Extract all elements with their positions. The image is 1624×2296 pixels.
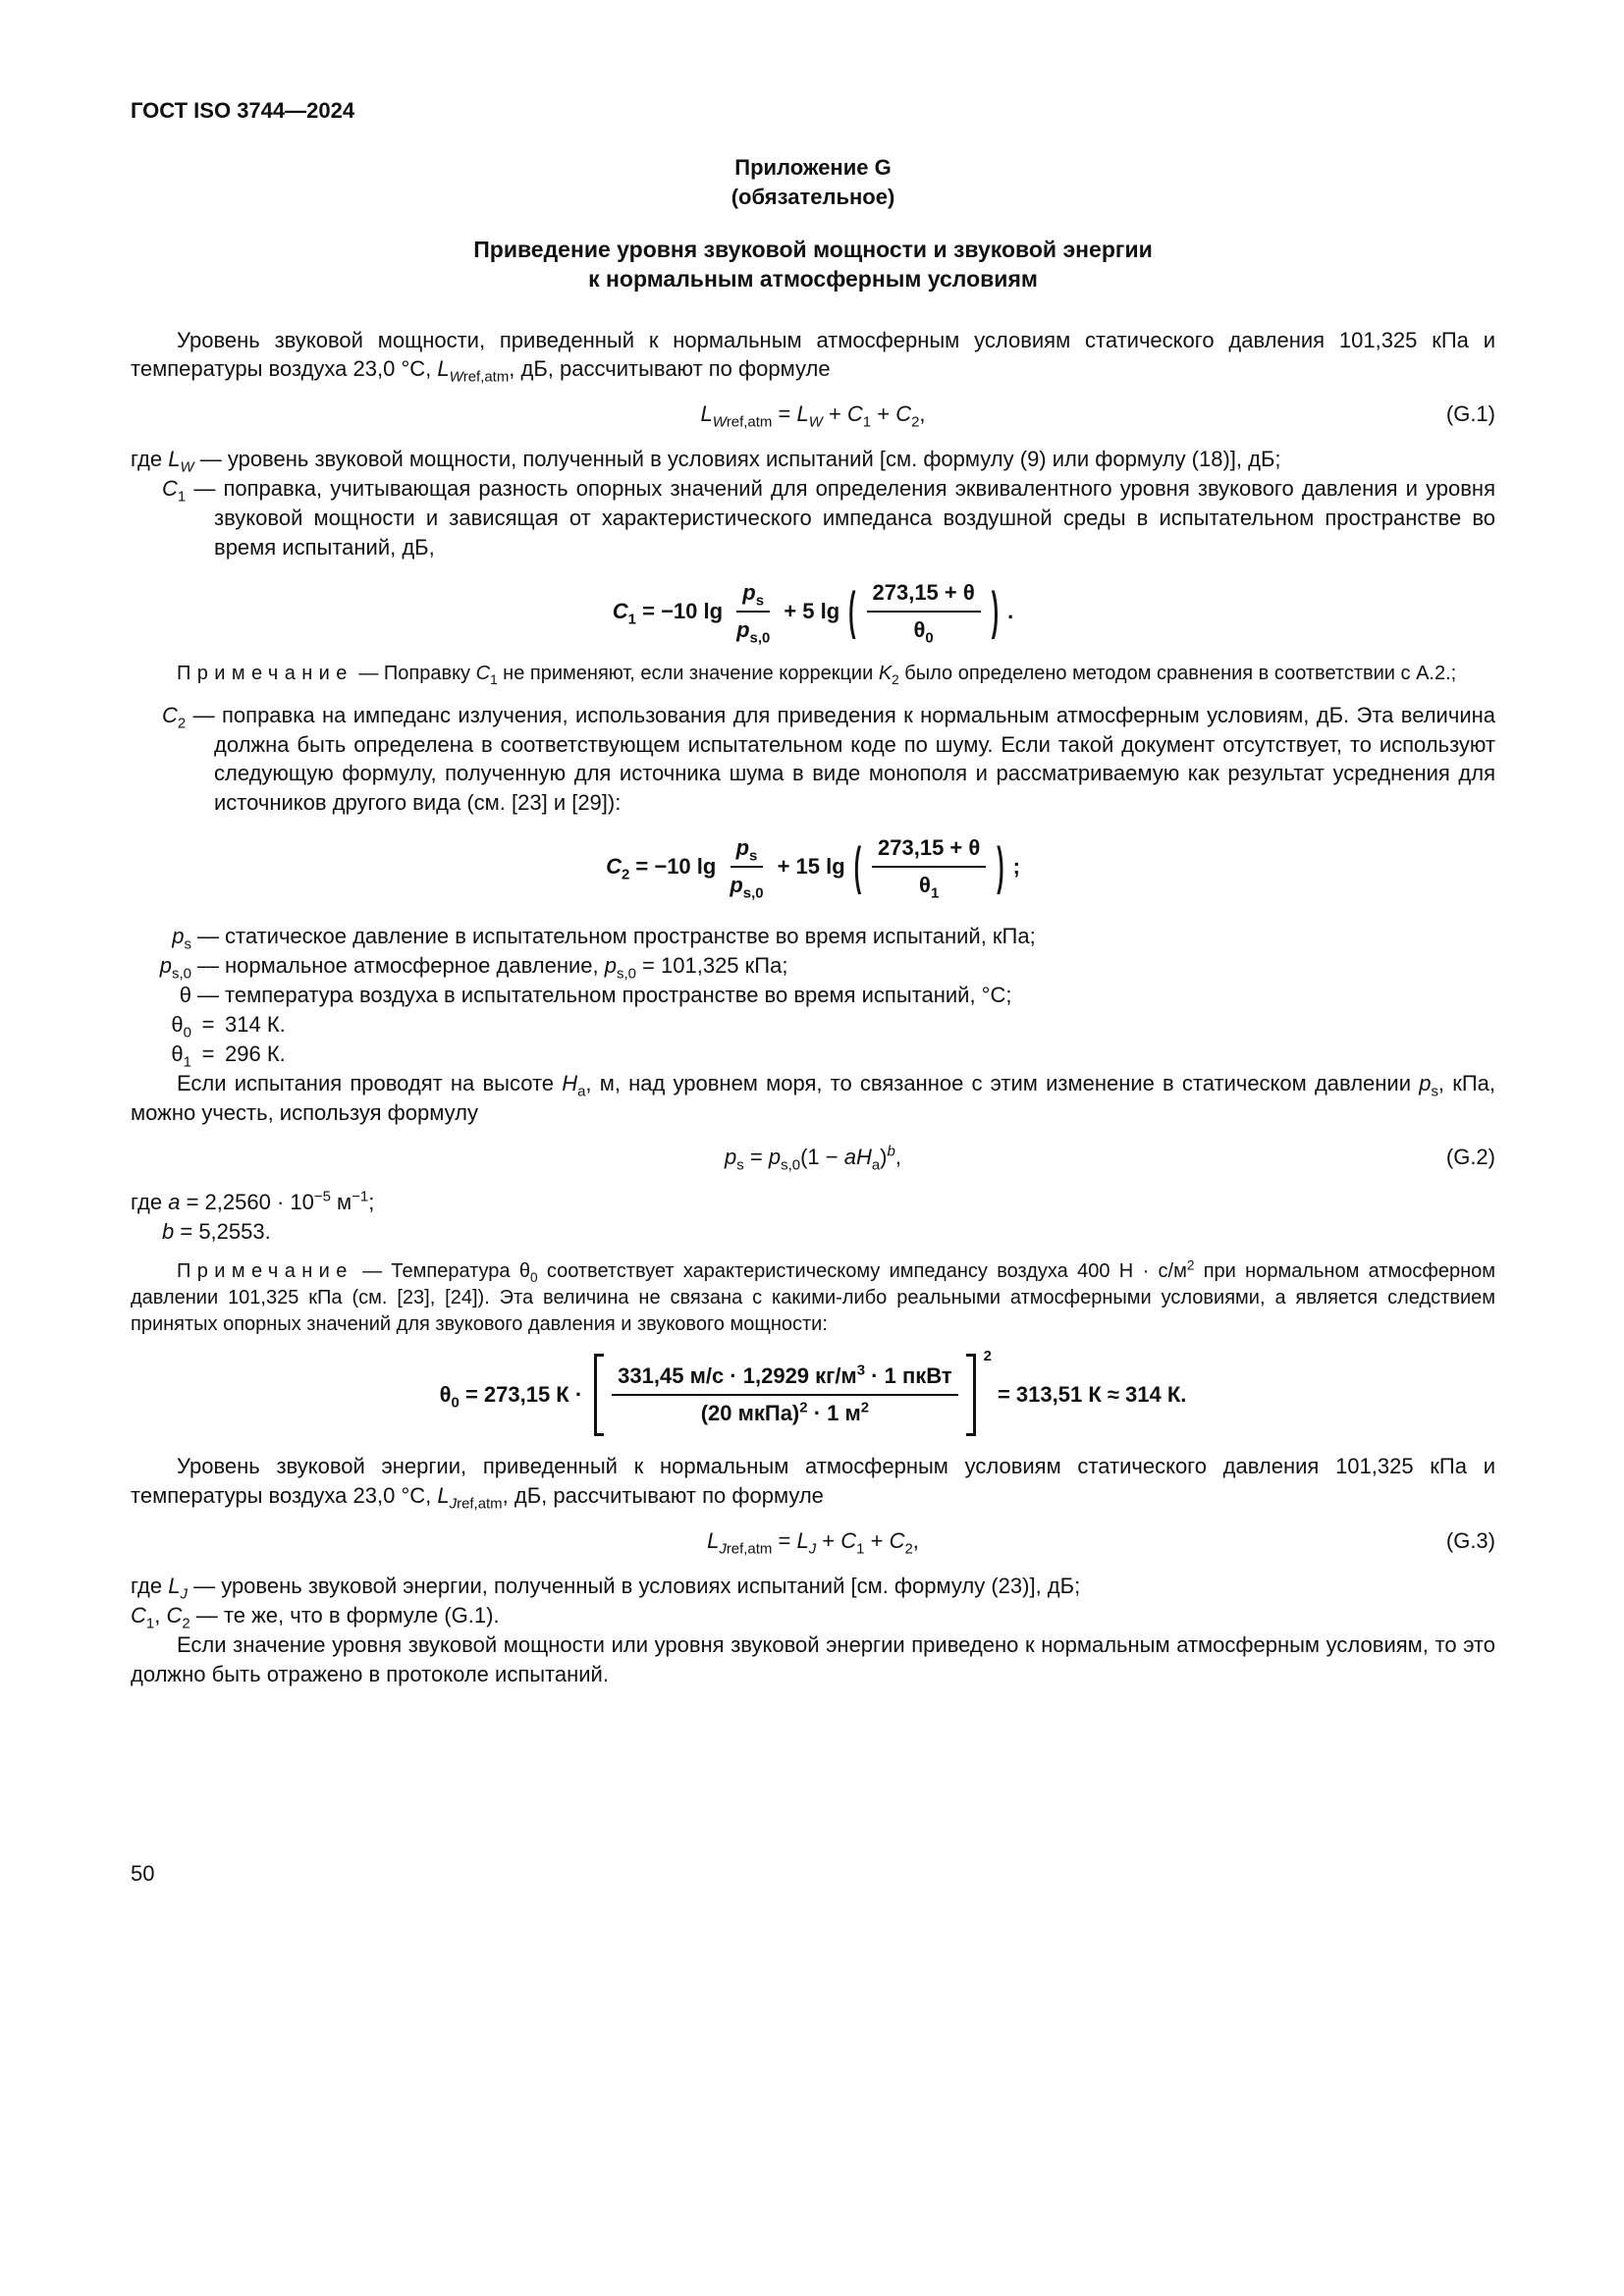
note-2 — [131, 1258, 1495, 1338]
formula-c1-tail: . — [1007, 598, 1014, 623]
formula-g1-expression: $L_{Wref,atm} = L_W + C_1 + C_2$, — [700, 401, 926, 431]
appendix-label: Приложение G — [734, 154, 892, 180]
definition-separator: = — [201, 1041, 215, 1066]
formula-g2-number: (G.2) — [1445, 1145, 1495, 1170]
document-header: ГОСТ ISO 3744—2024 — [131, 98, 355, 123]
formula-g3 — [131, 1526, 1495, 1556]
paragraph-c1c2-same: $C_1$, $C_2$ — те же, что в формуле (G.1). — [131, 1602, 500, 1632]
note-2-label: Примечание — [177, 1260, 353, 1283]
fraction-denominator: (20 мкПа)$^2$ · 1 $м^2$ — [700, 1399, 870, 1426]
paragraph-c1-definition: $C_1$ — поправка, учитывающая разность опорных значений для определения эквивалентного уровня звукового давления и уровня звуковой мощности и зависящая от характеристического импеданса воздушной среды в испытательном пространстве во время испытаний, дБ, — [162, 476, 1495, 560]
definition-term: θ — [179, 982, 191, 1007]
paragraph-report-note: Если значение уровня звуковой мощности или уровня звуковой энергии приведено к нормальным атмосферным условиям, то это должно быть отражено в протоколе испытаний. — [131, 1631, 1495, 1686]
formula-c1-lead: $C_1 = -10$ lg — [612, 598, 724, 628]
formula-c2-lead: $C_2 = -10$ lg — [606, 854, 717, 883]
formula-g3-number: (G.3) — [1445, 1527, 1495, 1553]
paragraph-where-lw: где $L_W$ — уровень звуковой мощности, полученный в условиях испытаний [см. формулу (9) или формулу (18)], дБ; — [131, 447, 1281, 476]
fraction-temperature — [872, 833, 986, 900]
formula-c2-mid: + 15 lg — [777, 854, 845, 880]
definition-description: статическое давление в испытательном пространстве во время испытаний, кПа; — [225, 924, 1036, 949]
paren-open: ( — [848, 580, 856, 640]
paragraph-b-value: b = 5,2553. — [162, 1219, 271, 1245]
fraction-impedance — [612, 1362, 957, 1428]
fraction-numerator: 273,15 + θ — [867, 578, 981, 613]
formula-theta0 — [131, 1348, 1495, 1436]
paragraph-intro-power: Уровень звуковой мощности, приведенный к нормальным атмосферным условиям статического давления 101,325 кПа и температуры воздуха 23,0 °С, $L_{Wref,atm}$, дБ, рассчитывают по формуле — [131, 327, 1495, 386]
definition-term: $\theta_1$ — [171, 1041, 191, 1071]
definitions-list — [131, 922, 1495, 1069]
formula-theta0-lead: $\theta_0 = 273,15$ К · — [439, 1382, 583, 1412]
definition-description: 314 К. — [225, 1011, 286, 1037]
fraction-numerator: 273,15 + θ — [872, 833, 986, 868]
formula-c1-expression — [613, 578, 1013, 645]
formula-c2-expression — [606, 833, 1020, 900]
paragraph-altitude: Если испытания проводят на высоте $H_a$, м, над уровнем моря, то связанное с этим изменение в статическом давлении $p_s$, кПа, можно учесть, используя формулу — [131, 1070, 1495, 1125]
note-1 — [131, 661, 1495, 687]
paragraph-where-a: где $a = 2,2560 \cdot 10^{-5}$ $м^{-1}$; — [131, 1189, 375, 1215]
appendix-status: (обязательное) — [731, 184, 895, 209]
definition-description: 296 К. — [225, 1041, 286, 1066]
paragraph-where-lj: где $L_J$ — уровень звуковой энергии, полученный в условиях испытаний [см. формулу (23)], дБ; — [131, 1573, 1081, 1603]
bracket-close — [966, 1354, 976, 1436]
formula-g1-number: (G.1) — [1445, 401, 1495, 427]
definition-description: нормальное атмосферное давление, $p_{s,0} = 101,325$ кПа; — [225, 953, 788, 983]
fraction-numerator: $p_s$ — [736, 578, 770, 613]
fraction-denominator: $p_{s,0}$ — [730, 873, 764, 902]
formula-g2 — [131, 1143, 1495, 1172]
bracket-open — [594, 1354, 604, 1436]
definition-separator: = — [201, 1011, 215, 1037]
paren-close: ) — [997, 836, 1004, 896]
appendix-title-line1: Приведение уровня звуковой мощности и звуковой энергии — [473, 236, 1153, 262]
fraction-temperature — [867, 578, 981, 645]
appendix-title — [131, 236, 1495, 294]
paren-close: ) — [991, 580, 1000, 640]
fraction-denominator: $p_{s,0}$ — [736, 616, 771, 647]
definition-row-ps — [131, 922, 1495, 951]
definition-separator: — — [197, 924, 219, 949]
fraction-denominator: $\theta_1$ — [919, 873, 940, 902]
definition-separator: — — [197, 982, 219, 1007]
fraction-numerator: $p_s$ — [731, 833, 764, 868]
formula-theta0-tail: = 313,51 К ≈ 314 К. — [997, 1382, 1187, 1408]
appendix-title-line2: к нормальным атмосферным условиям — [588, 265, 1038, 292]
definition-description: температура воздуха в испытательном пространстве во время испытаний, °С; — [225, 982, 1012, 1007]
definition-term: $p_{s,0}$ — [159, 953, 191, 983]
paragraph-c2-definition: $C_2$ — поправка на импеданс излучения, использования для приведения к нормальным атмосферным условиям, дБ. Эта величина должна быть определена в соответствующем испытательном коде по шуму. Если такой документ отсутствует, то используют следующую формулу, полученную для источника шума в виде монополя и рассматриваемую как результат усреднения для источников другого вида (см. [23] и [29]): — [162, 702, 1495, 816]
formula-c1 — [131, 578, 1495, 645]
bracket-power: 2 — [983, 1348, 992, 1365]
formula-c1-mid: + 5 lg — [784, 598, 840, 623]
formula-g3-expression: $L_{Jref,atm} = L_J + C_1 + C_2$, — [707, 1527, 919, 1558]
formula-g2-expression: $p_s = p_{s,0}(1 - aH_a)^b$, — [725, 1144, 901, 1174]
note-1-label: Примечание — [177, 662, 353, 684]
definition-row-theta0 — [131, 1010, 1495, 1040]
paren-open: ( — [853, 836, 862, 896]
formula-theta0-expression — [439, 1348, 1187, 1436]
note-1-body: — Поправку $C_1$ не применяют, если значение коррекции $K_2$ было определено методом сравнения в соответствии с А.2.; — [352, 662, 1457, 687]
definition-row-theta1 — [131, 1040, 1495, 1069]
definition-row-ps0 — [131, 951, 1495, 981]
definition-term: $\theta_0$ — [171, 1011, 191, 1041]
formula-c2-tail: ; — [1012, 854, 1020, 880]
definition-row-theta — [131, 981, 1495, 1010]
paragraph-intro-energy: Уровень звуковой энергии, приведенный к нормальным атмосферным условиям статического давления 101,325 кПа и температуры воздуха 23,0 °С, $L_{Jref,atm}$, дБ, рассчитывают по формуле — [131, 1454, 1495, 1513]
formula-g1 — [131, 400, 1495, 429]
page-number: 50 — [131, 1861, 155, 1886]
definition-term: $p_s$ — [172, 924, 191, 953]
formula-c2 — [131, 833, 1495, 900]
definition-separator: — — [197, 953, 219, 978]
fraction-denominator: $\theta_0$ — [913, 616, 934, 647]
note-2-body: — Температура $\theta_0$ соответствует характеристическому импедансу воздуха 400 $Н \cdot с/м^2$ при нормальном атмосферном давлении 101,325 кПа (см. [23], [24]). Эта величина не связана с какими-либо реальными атмосферными условиями, а является следствием принятых опорных значений для звукового давления и звукового мощности: — [131, 1257, 1495, 1336]
fraction-pressure — [731, 578, 776, 645]
fraction-pressure — [724, 833, 769, 900]
fraction-numerator: 331,45 м/с · 1,2929 $кг/м^3 \cdot 1$ пкВт — [612, 1362, 957, 1396]
